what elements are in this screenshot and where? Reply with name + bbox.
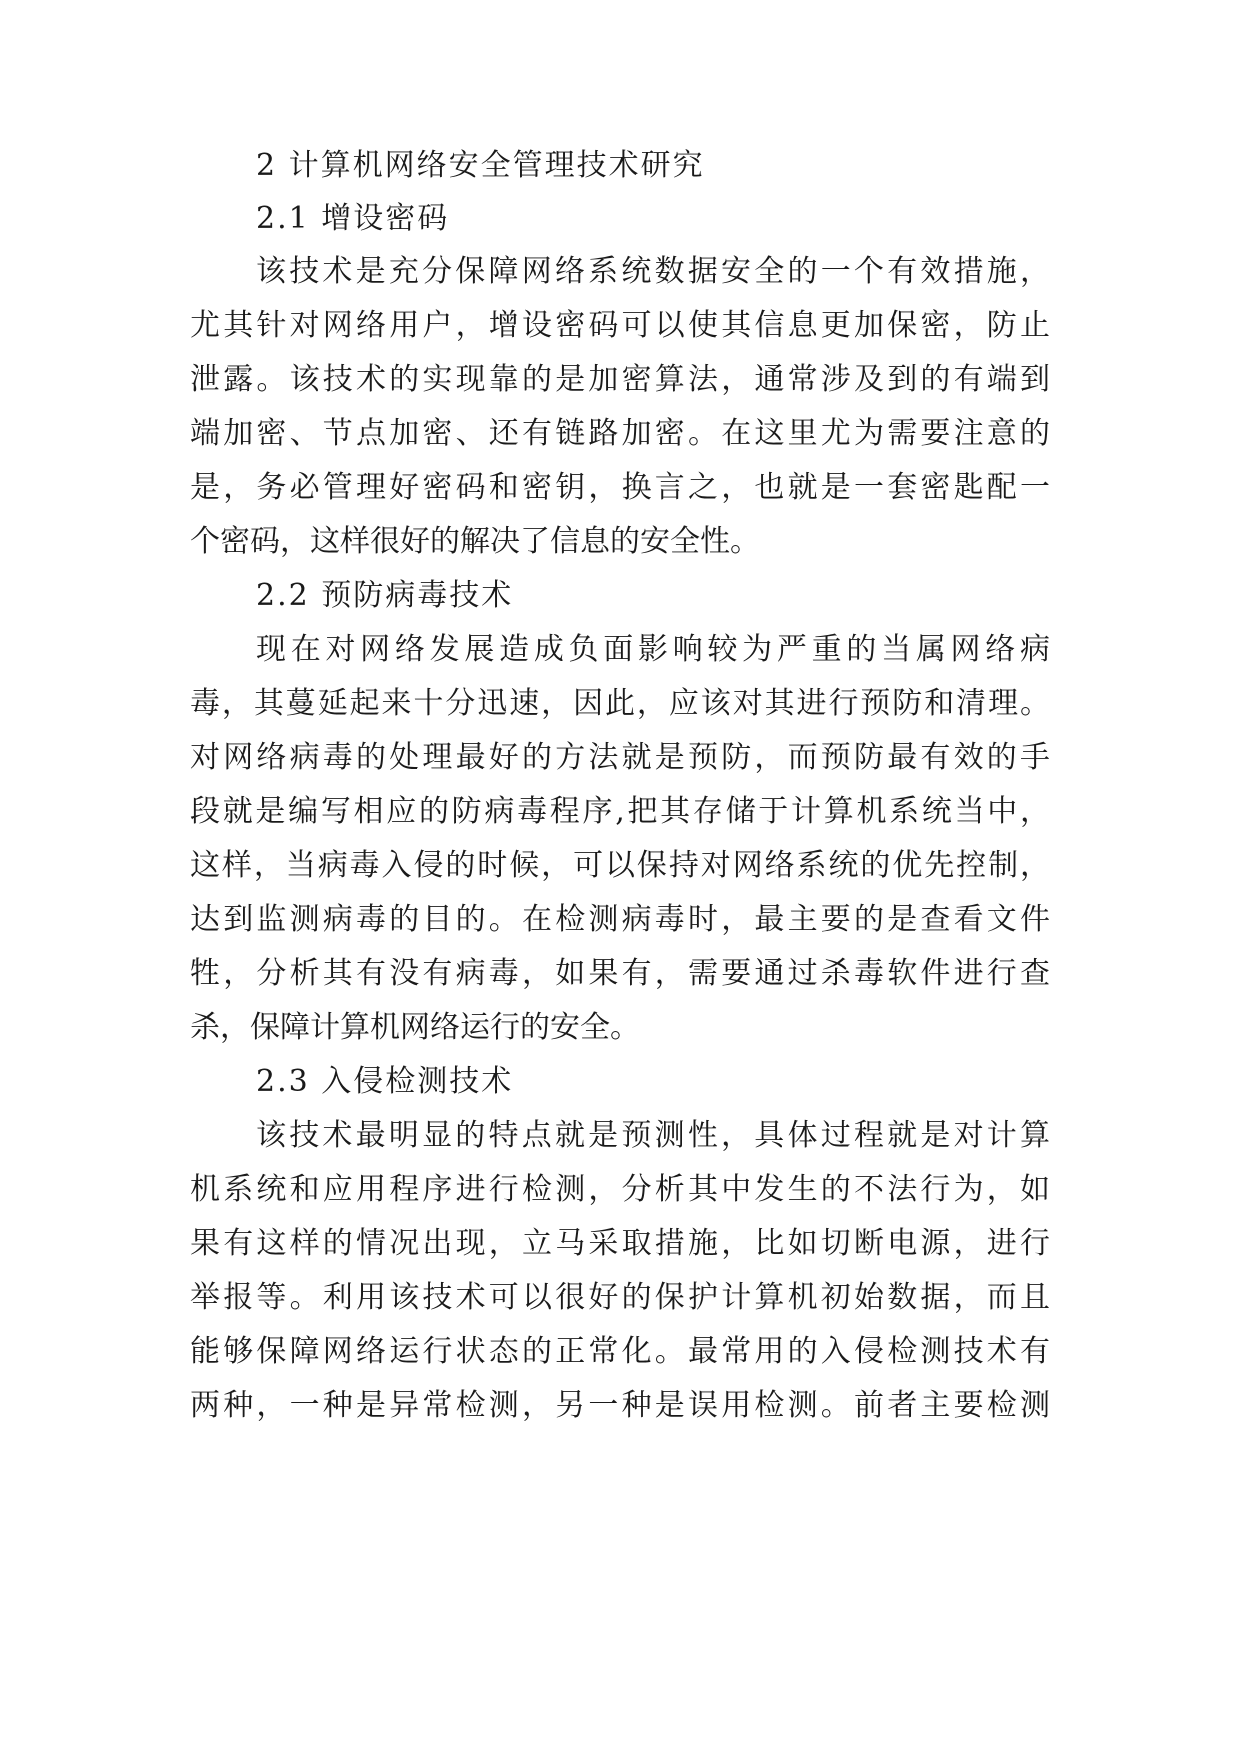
section-heading-2: 2 计算机网络安全管理技术研究: [256, 148, 705, 183]
paragraph-line: 杀，保障计算机网络运行的安全。: [190, 1010, 640, 1045]
paragraph-line: 该技术最明显的特点就是预测性，具体过程就是对计算: [256, 1118, 1050, 1153]
paragraph-line: 该技术是充分保障网络系统数据安全的一个有效措施，: [256, 254, 1050, 289]
paragraph-line: 能够保障网络运行状态的正常化。最常用的入侵检测技术有: [190, 1334, 1050, 1369]
paragraph-line: 泄露。该技术的实现靠的是加密算法，通常涉及到的有端到: [190, 362, 1050, 397]
paragraph-line: 这样，当病毒入侵的时候，可以保持对网络系统的优先控制，: [190, 848, 1050, 883]
subsection-heading-2-1: 2.1 增设密码: [256, 201, 450, 236]
paragraph-line: 举报等。利用该技术可以很好的保护计算机初始数据，而且: [190, 1280, 1050, 1315]
paragraph-line: 两种，一种是异常检测，另一种是误用检测。前者主要检测: [190, 1388, 1050, 1423]
paragraph-line: 果有这样的情况出现，立马采取措施，比如切断电源，进行: [190, 1226, 1050, 1261]
paragraph-line: 毒，其蔓延起来十分迅速，因此，应该对其进行预防和清理。: [190, 686, 1050, 721]
paragraph-line: 是，务必管理好密码和密钥，换言之，也就是一套密匙配一: [190, 470, 1050, 505]
paragraph-line: 机系统和应用程序进行检测，分析其中发生的不法行为，如: [190, 1172, 1050, 1207]
paragraph-line: 达到监测病毒的目的。在检测病毒时，最主要的是查看文件: [190, 902, 1050, 937]
paragraph-line: 段就是编写相应的防病毒程序,把其存储于计算机系统当中，: [190, 794, 1050, 829]
paragraph-line: 个密码，这样很好的解决了信息的安全性。: [190, 524, 760, 559]
paragraph-line: 现在对网络发展造成负面影响较为严重的当属网络病: [256, 632, 1050, 667]
paragraph-line: 对网络病毒的处理最好的方法就是预防，而预防最有效的手: [190, 740, 1050, 775]
subsection-heading-2-2: 2.2 预防病毒技术: [256, 578, 514, 613]
paragraph-line: 尤其针对网络用户，增设密码可以使其信息更加保密，防止: [190, 308, 1050, 343]
paragraph-line: 牲，分析其有没有病毒，如果有，需要通过杀毒软件进行查: [190, 956, 1050, 991]
paragraph-line: 端加密、节点加密、还有链路加密。在这里尤为需要注意的: [190, 416, 1050, 451]
subsection-heading-2-3: 2.3 入侵检测技术: [256, 1064, 514, 1099]
